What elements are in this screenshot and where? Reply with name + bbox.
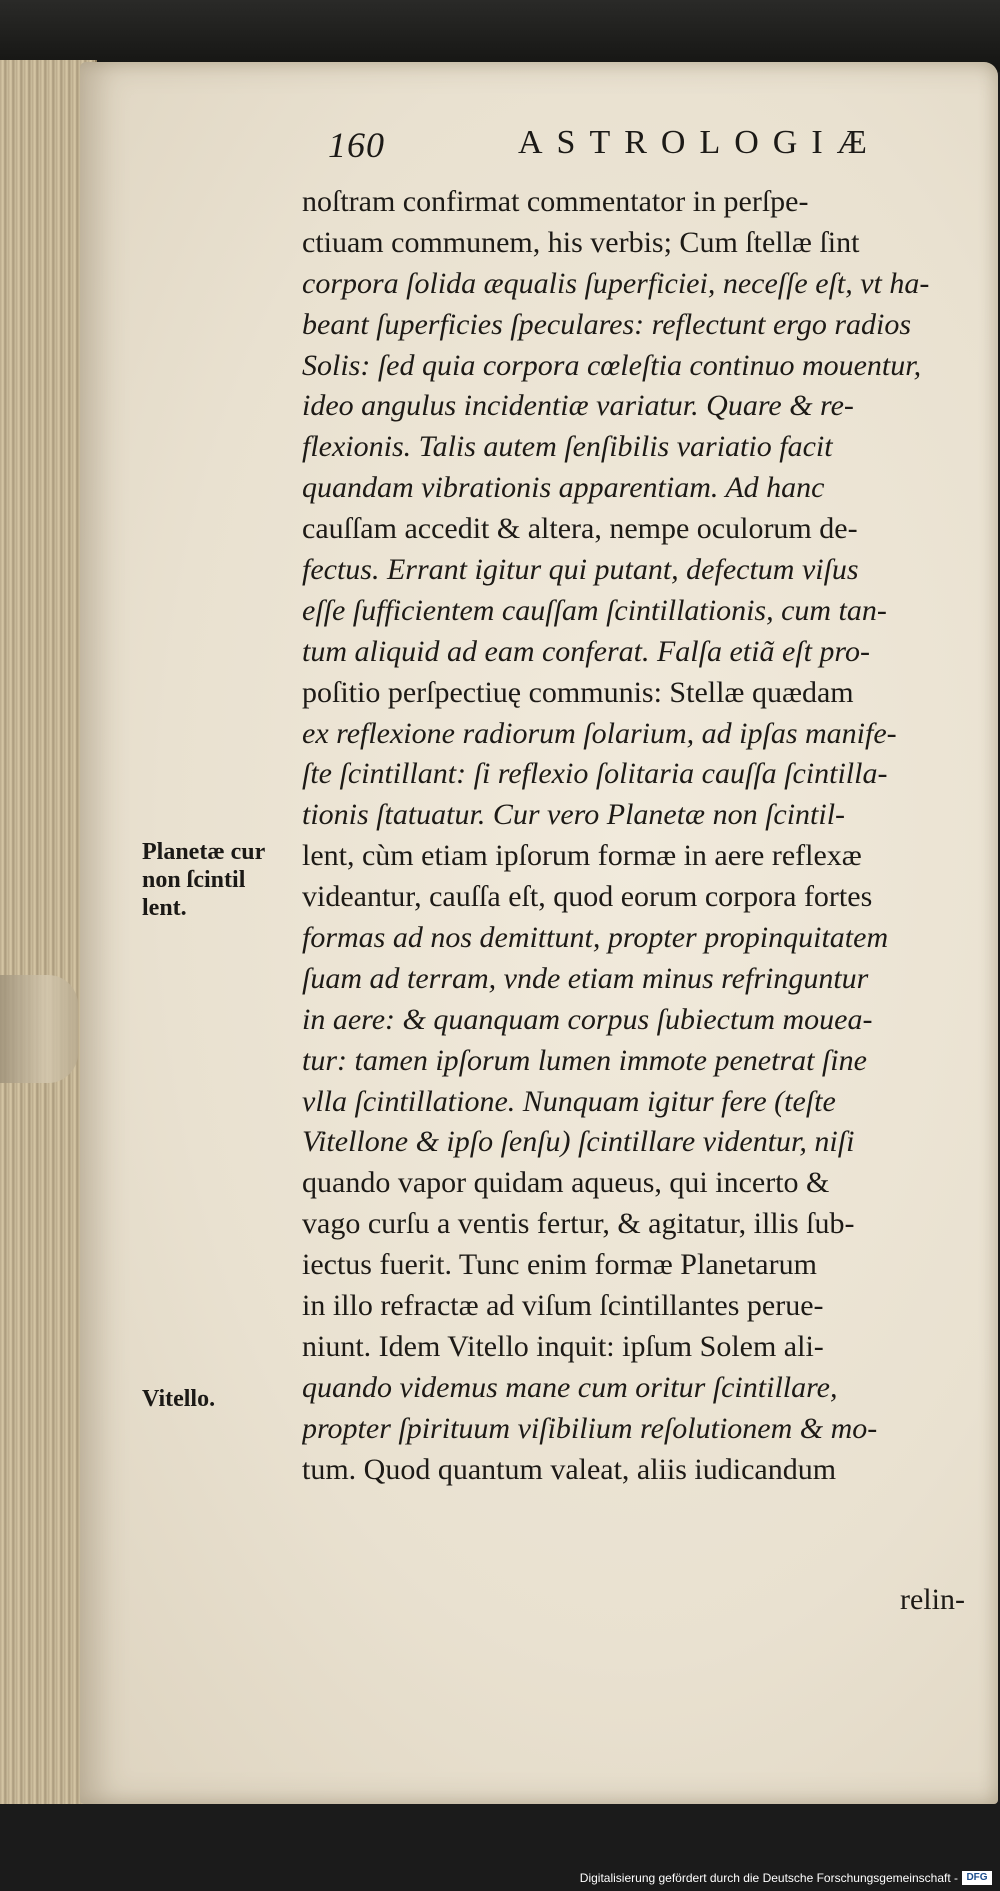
text-line: in aere: & quanquam corpus ſubiectum mouea- xyxy=(302,1002,873,1036)
catchword: relin- xyxy=(900,1583,965,1616)
running-title: ASTROLOGIÆ xyxy=(518,124,881,161)
text-line: niunt. Idem Vitello inquit: ipſum Solem ali- xyxy=(302,1329,824,1363)
page-number: 160 xyxy=(328,125,385,165)
text-line: beant ſuperficies ſpeculares: reflectunt ergo radios xyxy=(302,307,912,341)
text-line: lent, cùm etiam ipſorum formæ in aere reflexæ xyxy=(302,839,862,873)
text-line: tum aliquid ad eam conferat. Falſa etiã eſt pro- xyxy=(302,634,870,668)
text-line: noſtram confirmat commentator in perſpe- xyxy=(302,185,809,218)
text-line: eſſe ſufficientem cauſſam ſcintillationis, cum tan- xyxy=(302,593,887,627)
text-line: iectus fuerit. Tunc enim formæ Planetarum xyxy=(302,1248,817,1282)
page-header xyxy=(328,124,968,174)
text-line: formas ad nos demittunt, propter propinquitatem xyxy=(302,921,889,955)
book-clasp xyxy=(0,975,78,1083)
text-line: ctiuam communem, his verbis; Cum ſtellæ ſint xyxy=(302,225,860,259)
text-line: tionis ſtatuatur. Cur vero Planetæ non ſcintil- xyxy=(302,798,846,832)
text-line: ideo angulus incidentiæ variatur. Quare & re- xyxy=(302,389,854,423)
text-line: videantur, cauſſa eſt, quod eorum corpora fortes xyxy=(302,880,873,914)
credit-text: Digitalisierung gefördert durch die Deutsche Forschungsgemeinschaft - xyxy=(579,1871,958,1885)
text-line: quando vapor quidam aqueus, qui incerto & xyxy=(302,1166,830,1200)
text-line: quando videmus mane cum oritur ſcintillare, xyxy=(302,1370,838,1404)
text-line: propter ſpirituum viſibilium reſolutionem & mo- xyxy=(302,1411,878,1445)
text-line: Vitellone & ipſo ſenſu) ſcintillare videntur, niſi xyxy=(302,1125,855,1159)
text-line: poſitio perſpectiuę communis: Stellæ quædam xyxy=(302,675,854,709)
text-line: tur: tamen ipſorum lumen immote penetrat ſine xyxy=(302,1043,867,1077)
text-line: cauſſam accedit & altera, nempe oculorum de- xyxy=(302,512,858,546)
text-line: corpora ſolida æqualis ſuperficiei, neceſſe eſt, vt ha- xyxy=(302,266,930,300)
body-text xyxy=(302,182,990,1491)
text-line: vago curſu a ventis fertur, & agitatur, illis ſub- xyxy=(302,1207,855,1241)
text-line: ſuam ad terram, vnde etiam minus refringuntur xyxy=(302,961,869,995)
margin-note-vitello: Vitello. xyxy=(142,1386,216,1412)
digitization-credit xyxy=(580,1871,992,1885)
margin-note-planetae: Planetæ cur non ſcintil lent. xyxy=(142,839,265,921)
text-line: flexionis. Talis autem ſenſibilis variatio facit xyxy=(302,430,833,464)
text-line: ex reflexione radiorum ſolarium, ad ipſas manife- xyxy=(302,716,897,750)
text-line: in illo refractæ ad viſum ſcintillantes perue- xyxy=(302,1289,824,1323)
text-line: fectus. Errant igitur qui putant, defectum viſus xyxy=(302,553,859,587)
text-line: Solis: ſed quia corpora cœleſtia continuo mouentur, xyxy=(302,348,922,382)
text-line: vlla ſcintillatione. Nunquam igitur fere (teſte xyxy=(302,1084,836,1118)
text-line: quandam vibrationis apparentiam. Ad hanc xyxy=(302,471,825,505)
text-line: tum. Quod quantum valeat, aliis iudicandum xyxy=(302,1452,837,1486)
text-line: ſte ſcintillant: ſi reflexio ſolitaria cauſſa ſcintilla- xyxy=(302,757,888,791)
dfg-logo-icon: DFG xyxy=(962,1871,992,1885)
